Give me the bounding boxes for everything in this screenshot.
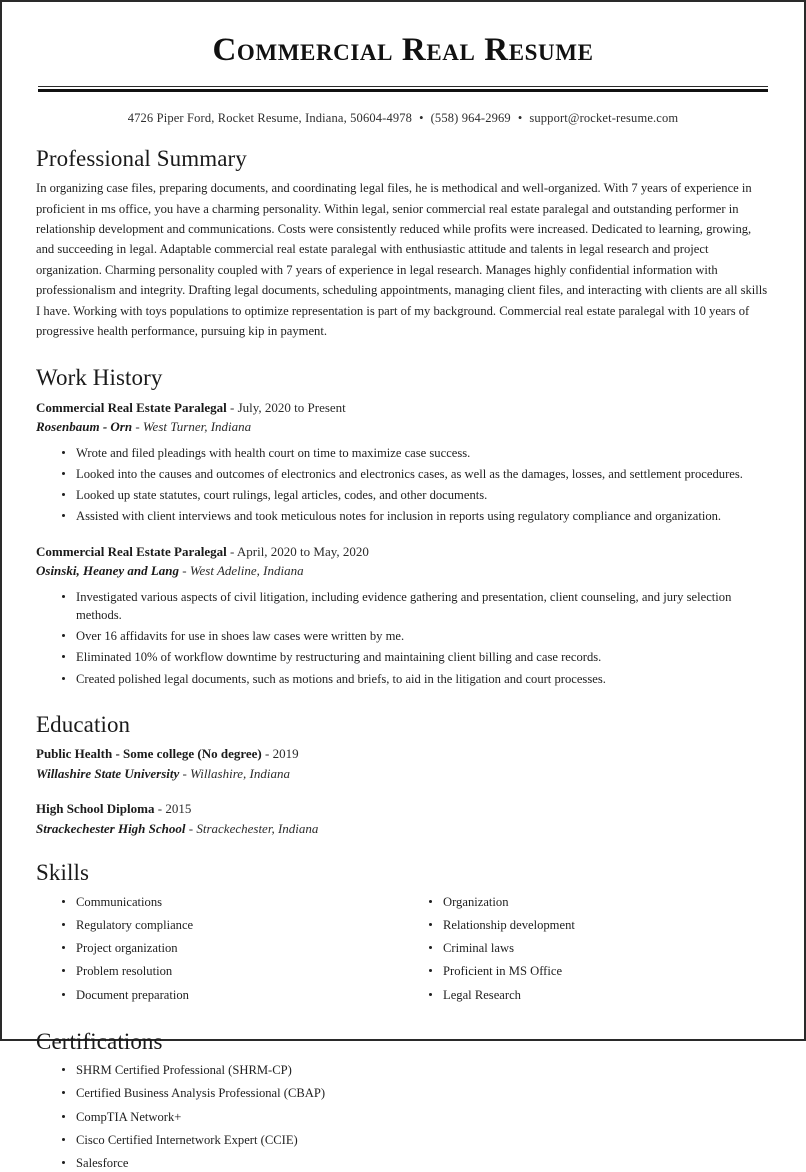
job-bullet-list xyxy=(36,444,770,526)
education-school-line xyxy=(36,764,770,784)
list-item: Cisco Certified Internetwork Expert (CCIE) xyxy=(62,1131,770,1149)
list-item: Created polished legal documents, such as motions and briefs, to aid in the litigation and court processes. xyxy=(62,670,770,688)
job-bullet-list xyxy=(36,588,770,688)
section-work-history xyxy=(36,365,770,688)
section-heading-certifications: Certifications xyxy=(36,1028,163,1054)
job-location: West Adeline, Indiana xyxy=(189,563,304,579)
list-item: Looked into the causes and outcomes of electronics and electronics cases, as well as the damages, losses, and settlement procedures. xyxy=(62,465,770,483)
contact-separator-1: • xyxy=(419,110,424,125)
work-entry-company-line xyxy=(36,561,770,581)
list-item: Over 16 affidavits for use in shoes law cases were written by me. xyxy=(62,627,770,645)
education-dash: - xyxy=(154,801,166,817)
job-company: Rosenbaum - Orn xyxy=(36,419,133,435)
list-item: Investigated various aspects of civil litigation, including evidence gathering and presentation, client counseling, and jury selection methods. xyxy=(62,588,770,625)
list-item: Wrote and filed pleadings with health court on time to maximize case success. xyxy=(62,444,770,462)
skills-list-left xyxy=(36,893,403,1004)
divider-line-thick xyxy=(38,89,768,92)
list-item: Salesforce xyxy=(62,1154,770,1172)
list-item: Certified Business Analysis Professional (CBAP) xyxy=(62,1084,770,1102)
job-role: Commercial Real Estate Paralegal xyxy=(36,543,227,559)
education-degree: Public Health - Some college (No degree) xyxy=(36,746,262,762)
list-item: Regulatory compliance xyxy=(62,916,403,934)
list-item: Problem resolution xyxy=(62,962,403,980)
section-heading-education: Education xyxy=(36,711,131,737)
job-dates: July, 2020 to Present xyxy=(237,399,346,415)
education-dash-2: - xyxy=(179,765,191,781)
education-location: Strackechester, Indiana xyxy=(196,820,319,836)
section-certifications xyxy=(36,1029,770,1172)
education-school-line xyxy=(36,819,770,839)
list-item: Legal Research xyxy=(429,986,770,1004)
job-dates: April, 2020 to May, 2020 xyxy=(236,543,369,559)
list-item: Relationship development xyxy=(429,916,770,934)
section-education xyxy=(36,712,770,838)
education-degree-line xyxy=(36,799,770,819)
education-location: Willashire, Indiana xyxy=(190,765,290,781)
list-item: Project organization xyxy=(62,939,403,957)
education-degree-line xyxy=(36,744,770,764)
work-entry xyxy=(36,542,770,688)
job-dash: - xyxy=(226,543,237,559)
job-role: Commercial Real Estate Paralegal xyxy=(36,399,227,415)
education-dash: - xyxy=(261,746,273,762)
list-item: Communications xyxy=(62,893,403,911)
list-item: Document preparation xyxy=(62,986,403,1004)
summary-paragraph: In organizing case files, preparing documents, and coordinating legal files, he is methodical and well-organized. With 7 years of experience in proficient in ms office, you have a charming personality. Within legal, senior commercial real estate paralegal and outstanding performer in relationship development and communications. Costs were consistently reduced while profits were increased. Dedicated to learning, growing, and succeeding in legal. Adaptable commercial real estate paralegal with enthusiastic attitude and talents in legal research and project organization. Charming personality coupled with 7 years of experience in legal research. Manages highly confidential information with professionalism and integrity. Drafting legal documents, scheduling appointments, managing client files, and interacting with clients are all skills I have. Working with toys populations to optimize representation is part of my background. Commercial real estate paralegal with 10 years of progressive health performance, pursuing kip in payment. xyxy=(36,181,768,338)
page-title: Commercial Real Resume xyxy=(212,32,594,68)
list-item: CompTIA Network+ xyxy=(62,1108,770,1126)
section-heading-summary: Professional Summary xyxy=(36,145,247,171)
skills-list-right xyxy=(403,893,770,1004)
certifications-list xyxy=(36,1061,770,1172)
work-entry-title-line xyxy=(36,542,770,562)
contact-phone: (558) 964-2969 xyxy=(430,110,511,125)
work-entry-title-line xyxy=(36,398,770,418)
work-entry-company-line xyxy=(36,417,770,437)
contact-email[interactable]: support@rocket-resume.com xyxy=(529,110,679,125)
work-entry xyxy=(36,398,770,526)
section-professional-summary xyxy=(36,146,770,341)
job-location: West Turner, Indiana xyxy=(142,419,252,435)
section-skills xyxy=(36,860,770,1009)
job-dash: - xyxy=(226,399,238,415)
job-dash-2: - xyxy=(132,419,143,435)
section-heading-skills: Skills xyxy=(36,860,90,886)
list-item: Looked up state statutes, court rulings, legal articles, codes, and other documents. xyxy=(62,486,770,504)
education-dash-2: - xyxy=(185,820,197,836)
job-dash-2: - xyxy=(179,563,190,579)
education-year: 2015 xyxy=(165,801,192,817)
list-item: Criminal laws xyxy=(429,939,770,957)
skills-columns xyxy=(36,893,770,1009)
education-entry xyxy=(36,799,770,838)
header-divider xyxy=(36,86,770,92)
list-item: Proficient in MS Office xyxy=(429,962,770,980)
skills-column-right xyxy=(403,893,770,1009)
contact-line xyxy=(36,111,770,126)
education-entry xyxy=(36,744,770,783)
contact-separator-2: • xyxy=(517,110,523,125)
contact-address: 4726 Piper Ford, Rocket Resume, Indiana, 50604-4978 xyxy=(127,110,413,125)
education-school: Willashire State University xyxy=(36,765,180,781)
list-item: Eliminated 10% of workflow downtime by restructuring and maintaining client billing and case records. xyxy=(62,648,770,666)
education-school: Strackechester High School xyxy=(36,820,186,836)
section-heading-work-history: Work History xyxy=(36,365,163,391)
education-degree: High School Diploma xyxy=(36,801,155,817)
education-year: 2019 xyxy=(272,746,299,762)
list-item: Assisted with client interviews and took meticulous notes for inclusion in reports using regulatory compliance and organization. xyxy=(62,507,770,525)
skills-column-left xyxy=(36,893,403,1009)
list-item: SHRM Certified Professional (SHRM-CP) xyxy=(62,1061,770,1079)
job-company: Osinski, Heaney and Lang xyxy=(36,563,180,579)
list-item: Organization xyxy=(429,893,770,911)
